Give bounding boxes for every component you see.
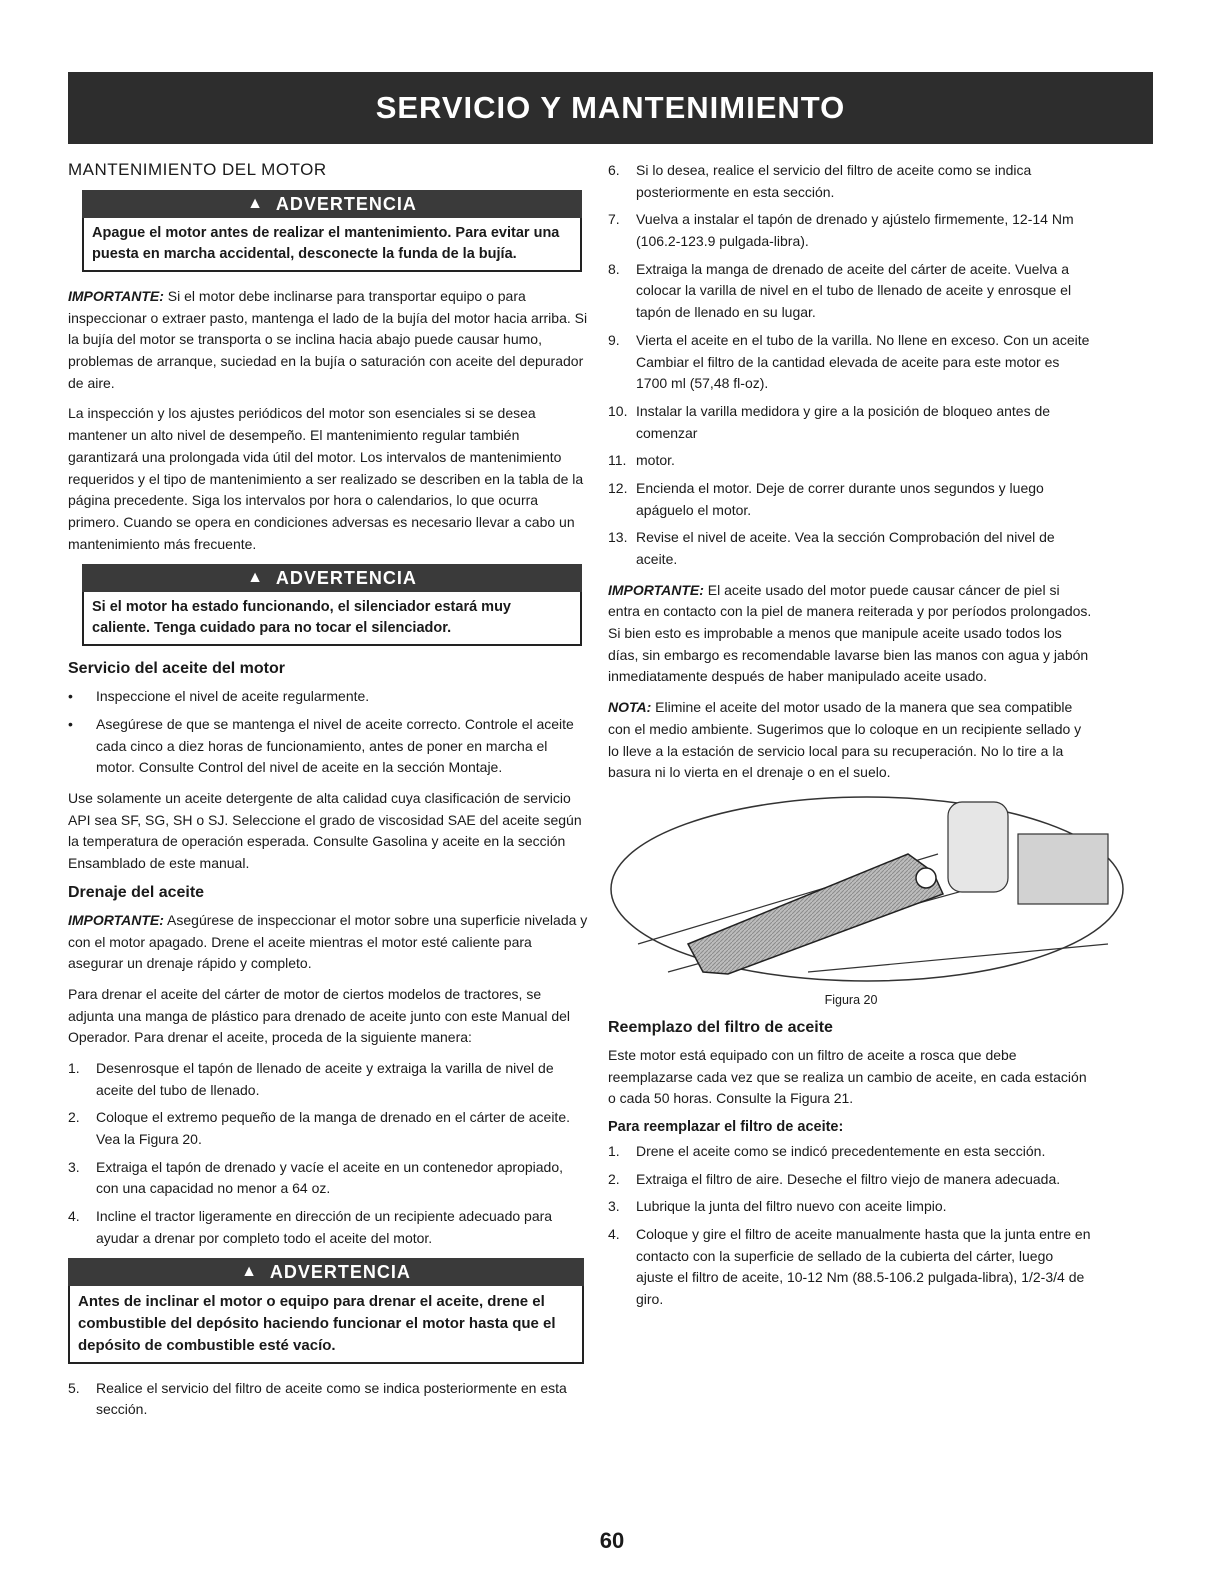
warning-text: Apague el motor antes de realizar el mantenimiento. Para evitar una puesta en marcha accidental, desconecte la funda de la bujía. bbox=[82, 218, 582, 272]
filter-steps bbox=[608, 1141, 1094, 1311]
warning-text: Si el motor ha estado funcionando, el silenciador estará muy caliente. Tenga cuidado para no tocar el silenciador. bbox=[82, 592, 582, 646]
list-item: • Inspeccione el nivel de aceite regularmente. bbox=[68, 686, 588, 708]
importante-paragraph-3 bbox=[608, 580, 1094, 688]
warning-box-1 bbox=[82, 190, 582, 272]
importante-label: IMPORTANTE: bbox=[608, 581, 704, 598]
list-item: 12. Encienda el motor. Deje de correr durante unos segundos y luego apáguelo el motor. bbox=[608, 479, 1044, 518]
drain-steps-cont bbox=[68, 1378, 588, 1421]
warning-triangle-icon: ▲ bbox=[241, 1263, 258, 1281]
importante-paragraph-1 bbox=[68, 286, 588, 394]
list-item: 11. motor. bbox=[608, 452, 675, 469]
warning-title: ADVERTENCIA bbox=[275, 567, 417, 588]
list-item: 9. Vierta el aceite en el tubo de la varilla. No llene en exceso. Con un aceite Cambiar el filtro de la cantidad elevada de aceite para este motor es 1700 ml (57,48 fl-oz). bbox=[608, 331, 1090, 392]
page-banner bbox=[68, 72, 1153, 144]
bullet-marker: • bbox=[68, 688, 73, 705]
list-item: 5. Realice el servicio del filtro de aceite como se indica posteriormente en esta sección. bbox=[68, 1379, 567, 1418]
list-item: 10. Instalar la varilla medidora y gire a la posición de bloqueo antes de comenzar bbox=[608, 402, 1051, 441]
figure-20 bbox=[608, 794, 1094, 989]
warning-triangle-icon: ▲ bbox=[247, 569, 264, 587]
bullet-marker: • bbox=[68, 716, 73, 732]
drain-intro-paragraph: Para drenar el aceite del cárter de motor de ciertos modelos de tractores, se adjunta una manga de plástico para drenado de aceite junto con este Manual del Operador. Para drenar el aceite, proceda de la siguiente manera: bbox=[68, 985, 571, 1046]
drain-heading: Drenaje del aceite bbox=[68, 883, 205, 901]
importante-label: IMPORTANTE: bbox=[68, 911, 164, 928]
list-item: 1. Desenrosque el tapón de llenado de aceite y extraiga la varilla de nivel de aceite del tubo de llenado. bbox=[68, 1059, 554, 1098]
page-number: 60 bbox=[599, 1528, 625, 1553]
list-item: 1. Drene el aceite como se indicó precedentemente en esta sección. bbox=[608, 1142, 1046, 1159]
list-item: 4. Incline el tractor ligeramente en dirección de un recipiente adecuado para ayudar a drenar por completo todo el aceite del motor. bbox=[68, 1208, 553, 1246]
filter-replace-paragraph: Este motor está equipado con un filtro de aceite a rosca que debe reemplazarse cada vez que se realiza un cambio de aceite, en cada estación o cada 50 horas. Consulte la Figura 21. bbox=[608, 1046, 1087, 1107]
list-item: 7. Vuelva a instalar el tapón de drenado y ajústelo firmemente, 12-14 Nm (106.2-123.9 pulgada-libra). bbox=[608, 211, 1074, 250]
list-item: 13. Revise el nivel de aceite. Vea la sección Comprobación del nivel de aceite. bbox=[608, 529, 1055, 567]
importante-text: Asegúrese de inspeccionar el motor sobre una superficie nivelada y con el motor apagado. Drene el aceite mientras el motor esté caliente para asegurar un drenaje rápido y completo. bbox=[68, 911, 588, 972]
importante-text: El aceite usado del motor puede causar cáncer de piel si entra en contacto con la piel de manera reiterada y por períodos prolongados. Si bien esto es improbable a menos que manipule aceite usado todos los días, sin embargo es recomendable lavarse bien las manos con agua y jabón inmediatamente después de haber manipulado aceite usado. bbox=[608, 581, 1092, 685]
warning-box-2 bbox=[82, 564, 582, 646]
left-column bbox=[68, 160, 588, 1430]
nota-paragraph bbox=[608, 697, 1094, 784]
banner-title: SERVICIO Y MANTENIMIENTO bbox=[375, 90, 846, 125]
list-item: 3. Lubrique la junta del filtro nuevo con aceite limpio. bbox=[608, 1198, 947, 1215]
filter-steps-heading: Para reemplazar el filtro de aceite: bbox=[608, 1118, 844, 1135]
oil-drain-sleeve-illustration bbox=[608, 794, 1126, 984]
drain-steps bbox=[68, 1058, 588, 1250]
right-column bbox=[608, 160, 1094, 1320]
oil-type-paragraph: Use solamente un aceite detergente de alta calidad cuya clasificación de servicio API sea SF, SG, SH o SJ. Seleccione el grado de viscosidad SAE del aceite según la temperatura de operación esperada. Consulte Gasolina y aceite en la sección Ensamblado de este manual. bbox=[68, 790, 582, 872]
warning-box-3 bbox=[68, 1258, 584, 1363]
nota-text: Elimine el aceite del motor usado de la manera que sea compatible con el medio ambiente. Sugerimos que lo coloque en un recipiente sellado y lo lleve a la estación de servicio local para su recuperación. No lo tire a la basura ni lo vierta en el drenaje o en el suelo. bbox=[608, 699, 1082, 781]
list-item: 8. Extraiga la manga de drenado de aceite del cárter de aceite. Vuelva a colocar la varilla de nivel en el tubo de llenado de aceite y enrosque el tapón de llenado en su lugar. bbox=[608, 260, 1072, 321]
oil-service-heading: Servicio del aceite del motor bbox=[68, 660, 285, 678]
importante-label: IMPORTANTE: bbox=[68, 288, 164, 305]
warning-title: ADVERTENCIA bbox=[275, 193, 417, 214]
list-item: 2. Coloque el extremo pequeño de la manga de drenado en el cárter de aceite. Vea la Figura 20. bbox=[68, 1109, 570, 1147]
importante-text: Si el motor debe inclinarse para transportar equipo o para inspeccionar o extraer pasto, mantenga el lado de la bujía del motor hacia arriba. Si la bujía del motor se transporta o se inclina hacia abajo puede causar humo, problemas de arranque, suciedad en la bujía o saturación con aceite del depurador de aire. bbox=[68, 288, 588, 391]
warning-title: ADVERTENCIA bbox=[269, 1261, 411, 1282]
section-title: MANTENIMIENTO DEL MOTOR bbox=[68, 160, 327, 179]
warning-text: Antes de inclinar el motor o equipo para drenar el aceite, drene el combustible del depósito haciendo funcionar el motor hasta que el depósito de combustible esté vacío. bbox=[68, 1286, 584, 1363]
drain-steps-right bbox=[608, 160, 1094, 571]
list-item: 2. Extraiga el filtro de aire. Deseche el filtro viejo de manera adecuada. bbox=[608, 1170, 1061, 1187]
inspection-paragraph: La inspección y los ajustes periódicos del motor son esenciales si se desea mantener un alto nivel de desempeño. El mantenimiento regular también garantizará una prolongada vida útil del motor. Los intervalos de mantenimiento requeridos y el tipo de mantenimiento a ser realizado se describen en la tabla de la página precedente. Siga los intervalos por hora o calendarios, lo que ocurra primero. Cuando se opera en condiciones adversas es necesario llevar a cabo un mantenimiento más frecuente. bbox=[68, 405, 584, 552]
list-item: 3. Extraiga el tapón de drenado y vacíe el aceite en un contenedor apropiado, con una capacidad no menor a 64 oz. bbox=[68, 1158, 563, 1197]
warning-triangle-icon: ▲ bbox=[247, 195, 264, 212]
nota-label: NOTA: bbox=[608, 699, 652, 716]
warning-header bbox=[82, 564, 582, 592]
oil-service-bullets bbox=[68, 686, 588, 779]
list-item: • Asegúrese de que se mantenga el nivel de aceite correcto. Controle el aceite cada cinco a diez horas de funcionamiento, antes de poner en marcha el motor. Consulte Control del nivel de aceite en la sección Montaje. bbox=[68, 716, 574, 776]
warning-header bbox=[82, 190, 582, 218]
list-item: 4. Coloque y gire el filtro de aceite manualmente hasta que la junta entre en contacto con la superficie de sellado de la cubierta del cárter, luego ajuste el filtro de aceite, 10-12 Nm (88.5-106.2 pulgada-libra), 1/2-3/4 de giro. bbox=[608, 1226, 1091, 1308]
filter-replace-heading: Reemplazo del filtro de aceite bbox=[608, 1018, 833, 1036]
list-item: 6. Si lo desea, realice el servicio del filtro de aceite como se indica posteriormente en esta sección. bbox=[608, 162, 1032, 200]
figure-caption: Figura 20 bbox=[824, 992, 878, 1007]
warning-header bbox=[68, 1258, 584, 1286]
importante-paragraph-2 bbox=[68, 910, 588, 975]
